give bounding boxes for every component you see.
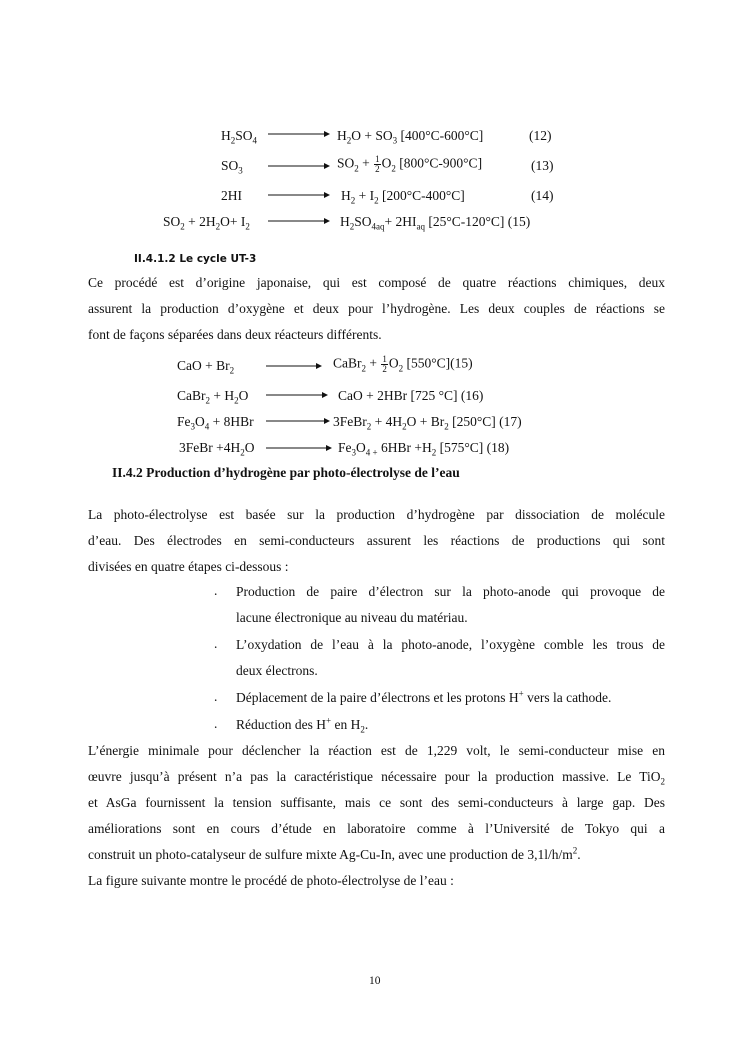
paragraph-line: et AsGa fournissent la tension suffisante, mais ce sont des semi-conducteurs à large gap. Des (88, 795, 665, 810)
fraction-one-half: $\frac{1}{2}$ (375, 154, 380, 174)
paragraph-line: améliorations sont en cours d’étude en laboratoire comme à l’Université de Tokyo qui a (88, 821, 665, 836)
fraction-one-half: $\frac{1}{2}$ (382, 354, 387, 374)
reaction-ut3-3-products: 3FeBr$_2$ + $4H_2O + Br_2$ [250°C] (17) (333, 414, 522, 432)
reaction-14-number: (14) (531, 188, 554, 203)
paragraph-line: d’eau. Des électrodes en semi-conducteurs assurent les réactions de productions qui sont (88, 533, 665, 548)
reaction-ut3-2-reactants: CaBr$_2$ + $H_2O$ (177, 388, 249, 406)
reaction-12-products: $H_2O + SO_3$ [400°C-600°C] (337, 128, 484, 146)
paragraph-line: œuvre jusqu’à présent n’a pas la caractéristique nécessaire pour la production massive. Le TiO$_2$ (88, 769, 665, 787)
reaction-arrow (266, 416, 330, 426)
reaction-arrow (268, 216, 330, 226)
paragraph-line: assurent la production d’oxygène et deux pour l’hydrogène. Les deux couples de réactions se (88, 301, 665, 316)
reaction-arrow (268, 190, 330, 200)
list-item (236, 579, 665, 631)
reaction-ut3-2-products: CaO + 2HBr [725 °C] (16) (338, 388, 484, 403)
bullet-marker: . (214, 636, 218, 651)
list-item-line: deux électrons. (236, 663, 318, 678)
paragraph-line: construit un photo-catalyseur de sulfure mixte Ag-Cu-In, avec une production de $3,1l/h/m^2$. (88, 845, 581, 862)
reaction-12-reactants: $H_2SO_4$ (221, 128, 258, 146)
list-item: Déplacement de la paire d’électrons et les protons H+ vers la cathode. (236, 688, 612, 705)
bullet-marker: . (214, 583, 218, 598)
reaction-15-reactants: $SO_2 + 2H_2O+ I_2$ (163, 214, 250, 232)
reaction-13-products: $SO_2$ + $\frac{1}{2}$ $O_2$ [800°C-900°C] (337, 154, 483, 174)
page-number: 10 (369, 975, 381, 987)
paragraph-line: La photo-électrolyse est basée sur la production d’hydrogène par dissociation de molécule (88, 507, 665, 522)
list-item-line: lacune électronique au niveau du matériau. (236, 610, 468, 625)
reaction-14-products: $H_2 + I_2$ [200°C-400°C] (341, 188, 465, 206)
reaction-arrow (268, 161, 330, 171)
paragraph-photo-details (88, 738, 665, 894)
paragraph-line: La figure suivante montre le procédé de photo-électrolyse de l’eau : (88, 873, 454, 888)
reaction-arrow (266, 361, 322, 371)
bullet-marker: . (214, 689, 218, 704)
paragraph-line: divisées en quatre étapes ci-dessous : (88, 559, 289, 574)
reaction-13-reactants: $SO_3$ (221, 158, 243, 176)
section-heading-photo-electrolysis: II.4.2 Production d’hydrogène par photo-électrolyse de l’eau (112, 465, 460, 480)
paragraph-photo-intro (88, 502, 665, 580)
paragraph-line: Ce procédé est d’origine japonaise, qui est composé de quatre réactions chimiques, deux (88, 275, 665, 290)
paragraph-line: L’énergie minimale pour déclencher la réaction est de 1,229 volt, le semi-conducteur mise en (88, 743, 665, 758)
reaction-12-number: (12) (529, 128, 552, 143)
list-item (236, 632, 665, 684)
paragraph-ut3-intro (88, 270, 665, 348)
bullet-marker: . (214, 716, 218, 731)
paragraph-line: font de façons séparées dans deux réacteurs différents. (88, 327, 382, 342)
reaction-14-reactants: 2HI (221, 188, 242, 203)
reaction-arrow (266, 443, 332, 453)
list-item-line: Production de paire d’électron sur la photo-anode qui provoque de (236, 584, 665, 599)
reaction-arrow (266, 390, 328, 400)
reaction-ut3-1-reactants: CaO + $Br_2$ (177, 358, 235, 376)
reaction-13-number: (13) (531, 158, 554, 173)
reaction-ut3-1-products: CaBr$_2$ + $\frac{1}{2}$ $O_2$ [550°C](15) (333, 354, 473, 374)
list-item-line: L’oxydation de l’eau à la photo-anode, l’oxygène comble les trous de (236, 637, 665, 652)
reaction-ut3-3-reactants: $Fe_3O_4 + 8HBr$ (177, 414, 254, 432)
list-item: Réduction des H+ en $H_2$. (236, 715, 369, 735)
reaction-ut3-4-reactants: 3FeBr $+4H_2O$ (179, 440, 255, 458)
reaction-15-products: $H_2SO_{4aq}+ 2HI_{aq}$ [25°C-120°C] (15) (340, 214, 531, 232)
reaction-arrow (268, 129, 330, 139)
reaction-ut3-4-products: $Fe_3O_{4 +}$ $6HBr +H_2$ [575°C] (18) (338, 440, 510, 458)
section-heading-ut3: II.4.1.2 Le cycle UT-3 (134, 253, 257, 265)
